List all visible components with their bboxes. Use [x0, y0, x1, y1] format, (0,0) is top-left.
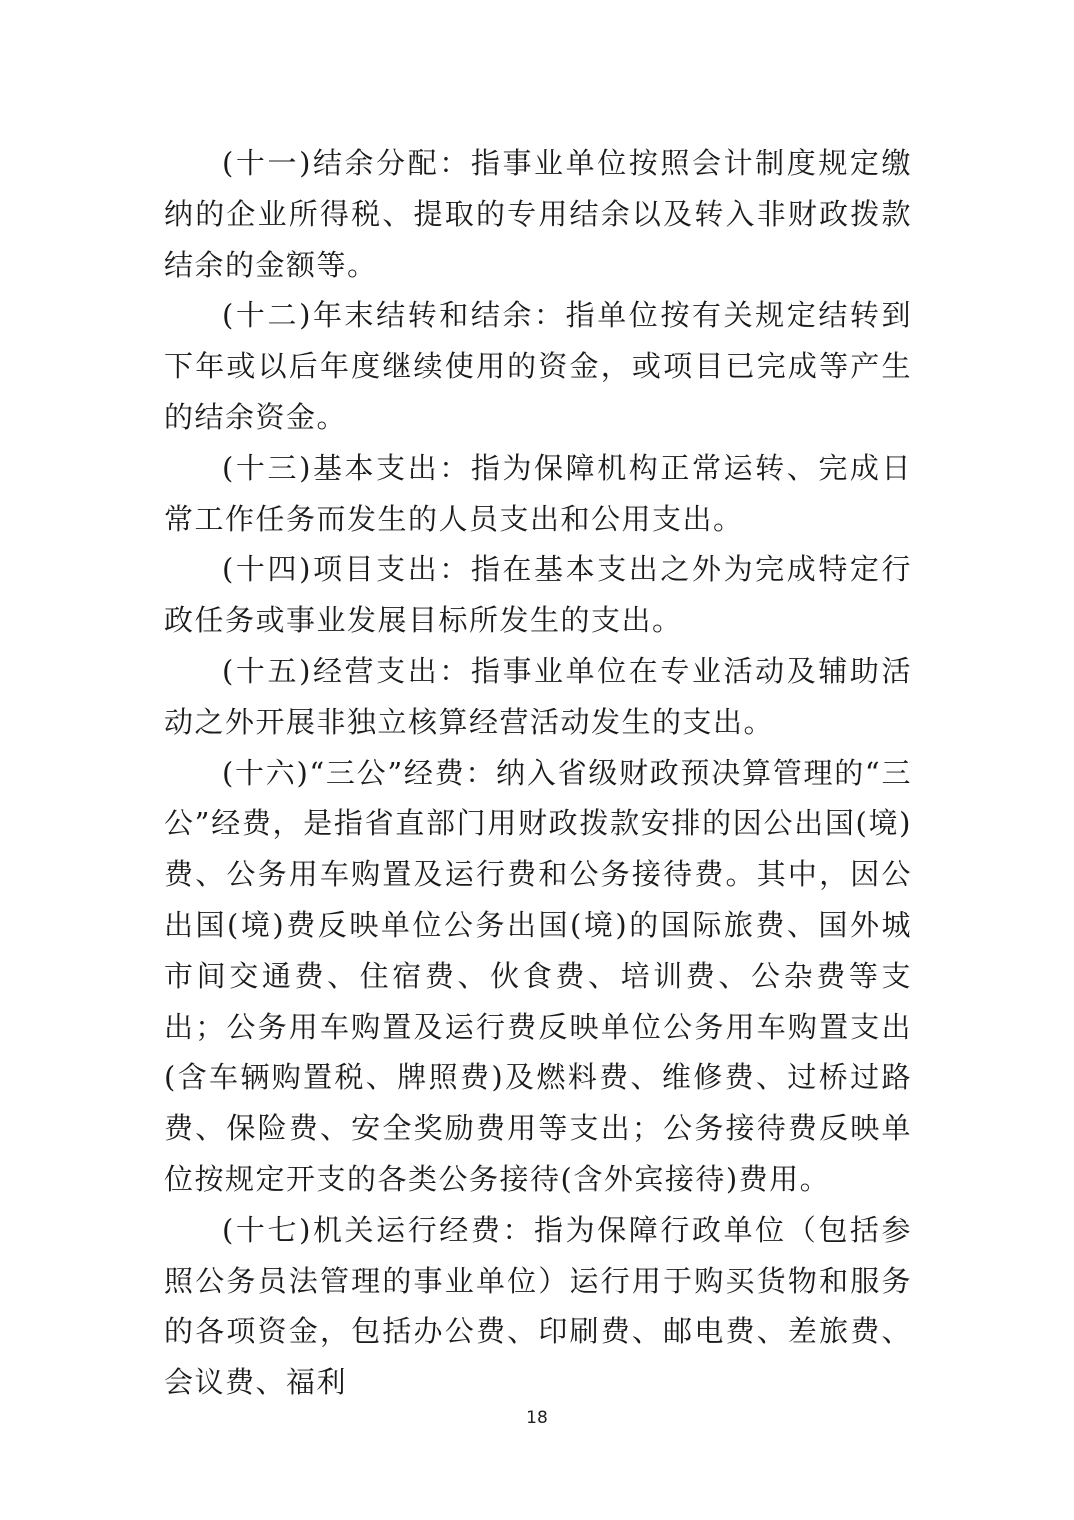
paragraph-three-public-expenses: (十六)“三公”经费：纳入省级财政预决算管理的“三公”经费，是指省直部门用财政拨款安排的因公出国(境)费、公务用车购置及运行费和公务接待费。其中，因公出国(境)费反映单位公务出国(境)的国际旅费、国外城市间交通费、住宿费、伙食费、培训费、公杂费等支出；公务用车购置及运行费反映单位公务用车购置支出(含车辆购置税、牌照费)及燃料费、维修费、过桥过路费、保险费、安全奖励费用等支出；公务接待费反映单位按规定开支的各类公务接待(含外宾接待)费用。 — [164, 755, 912, 1196]
paragraph-operating-expenditure: (十五)经营支出：指事业单位在专业活动及辅助活动之外开展非独立核算经营活动发生的支出。 — [164, 653, 912, 739]
paragraph-agency-operating-funds: (十七)机关运行经费：指为保障行政单位（包括参照公务员法管理的事业单位）运行用于购买货物和服务的各项资金，包括办公费、印刷费、邮电费、差旅费、会议费、福利 — [164, 1212, 912, 1400]
paragraph-project-expenditure: (十四)项目支出：指在基本支出之外为完成特定行政任务或事业发展目标所发生的支出。 — [164, 552, 912, 638]
paragraph-basic-expenditure: (十三)基本支出：指为保障机构正常运转、完成日常工作任务而发生的人员支出和公用支出。 — [164, 450, 912, 536]
body-text — [164, 138, 912, 1408]
paragraph-year-end-carryover: (十二)年末结转和结余：指单位按有关规定结转到下年或以后年度继续使用的资金，或项目已完成等产生的结余资金。 — [164, 298, 912, 434]
paragraph-balance-distribution: (十一)结余分配：指事业单位按照会计制度规定缴纳的企业所得税、提取的专用结余以及转入非财政拨款结余的金额等。 — [164, 146, 912, 282]
page-number: 18 — [526, 1408, 548, 1428]
